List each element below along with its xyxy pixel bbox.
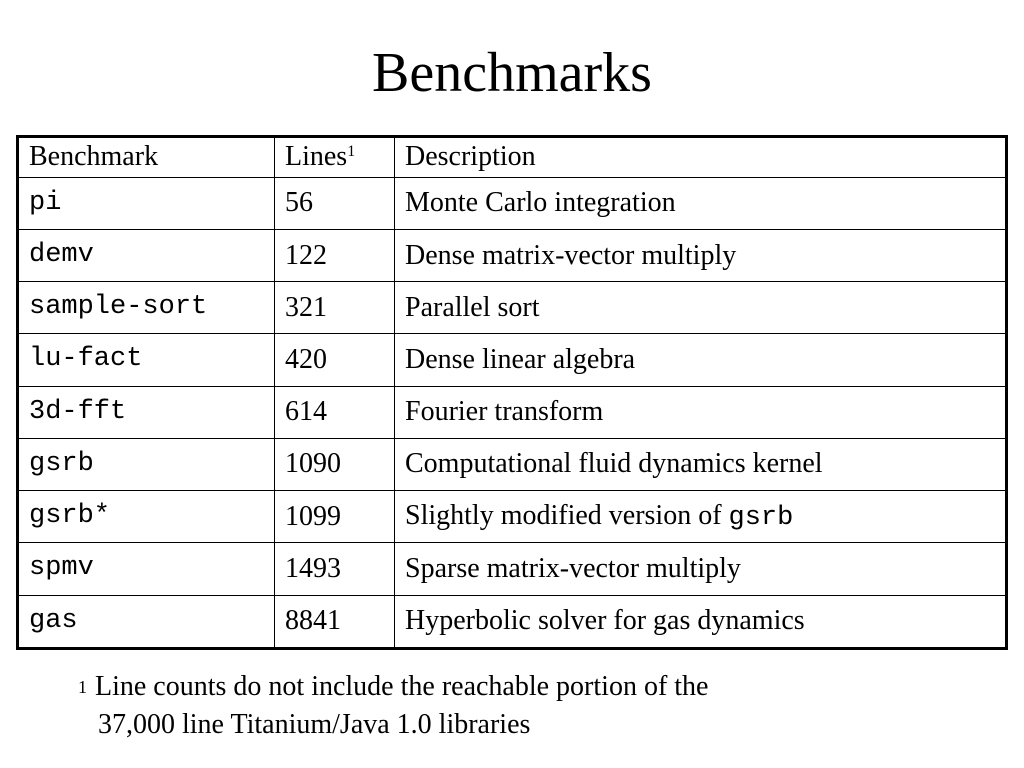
benchmark-description-code: gsrb bbox=[728, 502, 794, 533]
benchmark-description: Dense matrix-vector multiply bbox=[395, 229, 1007, 281]
table-row bbox=[18, 491, 1007, 543]
footnote bbox=[78, 668, 978, 744]
benchmark-description bbox=[395, 491, 1007, 543]
benchmark-lines: 420 bbox=[275, 334, 395, 386]
benchmark-lines: 8841 bbox=[275, 595, 395, 649]
footnote-line-2: 37,000 line Titanium/Java 1.0 libraries bbox=[98, 709, 531, 740]
benchmark-description: Sparse matrix-vector multiply bbox=[395, 543, 1007, 595]
table-row bbox=[18, 282, 1007, 334]
table-row bbox=[18, 543, 1007, 595]
benchmark-description: Dense linear algebra bbox=[395, 334, 1007, 386]
benchmark-description-text: Slightly modified version of bbox=[405, 499, 729, 531]
header-lines-label: Lines bbox=[285, 141, 348, 173]
table-row bbox=[18, 595, 1007, 649]
footnote-line-1: Line counts do not include the reachable portion of the bbox=[95, 671, 709, 702]
benchmark-name: lu-fact bbox=[18, 334, 275, 386]
footnote-mark: 1 bbox=[78, 677, 87, 697]
benchmark-description: Computational fluid dynamics kernel bbox=[395, 438, 1007, 490]
header-description: Description bbox=[395, 137, 1007, 178]
benchmark-lines: 321 bbox=[275, 282, 395, 334]
benchmark-description: Fourier transform bbox=[395, 386, 1007, 438]
table-row bbox=[18, 438, 1007, 490]
benchmark-name: gsrb* bbox=[18, 491, 275, 543]
benchmark-name: pi bbox=[18, 177, 275, 229]
benchmark-lines: 614 bbox=[275, 386, 395, 438]
benchmark-lines: 1090 bbox=[275, 438, 395, 490]
benchmark-name: demv bbox=[18, 229, 275, 281]
benchmark-lines: 1493 bbox=[275, 543, 395, 595]
header-benchmark: Benchmark bbox=[18, 137, 275, 178]
benchmarks-table bbox=[16, 135, 1008, 650]
table-header-row bbox=[18, 137, 1007, 178]
table-row bbox=[18, 334, 1007, 386]
benchmark-name: spmv bbox=[18, 543, 275, 595]
benchmark-name: gsrb bbox=[18, 438, 275, 490]
benchmark-description: Monte Carlo integration bbox=[395, 177, 1007, 229]
benchmark-lines: 56 bbox=[275, 177, 395, 229]
benchmark-name: sample-sort bbox=[18, 282, 275, 334]
benchmark-name: 3d-fft bbox=[18, 386, 275, 438]
benchmark-lines: 1099 bbox=[275, 491, 395, 543]
table-row bbox=[18, 386, 1007, 438]
table-row bbox=[18, 229, 1007, 281]
header-lines bbox=[275, 137, 395, 178]
slide-title: Benchmarks bbox=[372, 42, 652, 104]
header-lines-footnote-mark: 1 bbox=[347, 143, 356, 161]
benchmark-description: Parallel sort bbox=[395, 282, 1007, 334]
benchmark-name: gas bbox=[18, 595, 275, 649]
table-row bbox=[18, 177, 1007, 229]
benchmark-lines: 122 bbox=[275, 229, 395, 281]
benchmark-description: Hyperbolic solver for gas dynamics bbox=[395, 595, 1007, 649]
